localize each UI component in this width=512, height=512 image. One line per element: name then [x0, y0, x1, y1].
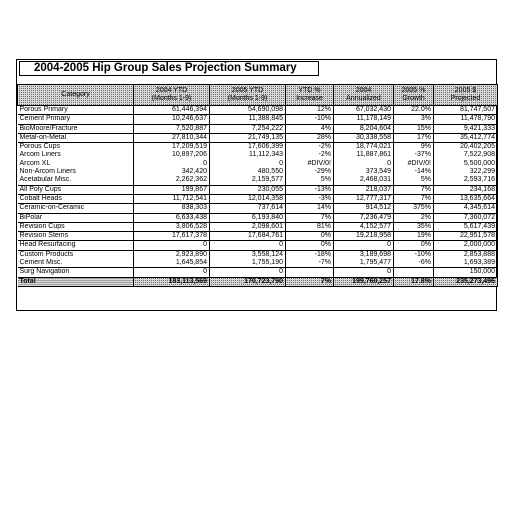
cell-ytd-increase: -7%	[286, 259, 334, 268]
cell-ytd-2005: 21,749,135	[210, 133, 286, 142]
cell-annualized-2004: 1,795,477	[334, 259, 394, 268]
cell-category: Surg Navigation	[18, 268, 134, 277]
table-row	[18, 143, 498, 152]
cell-annualized-2004: 19,218,958	[334, 232, 394, 241]
cell-ytd-increase	[286, 268, 334, 277]
cell-growth-2005: 22.0%	[394, 106, 434, 115]
cell-ytd-2005: 0	[210, 241, 286, 250]
cell-ytd-2004: 2,923,890	[134, 250, 210, 259]
cell-annualized-2004: 218,037	[334, 185, 394, 194]
cell-projected-2005: 81,747,507	[434, 106, 498, 115]
cell-ytd-2005: 11,388,845	[210, 115, 286, 124]
cell-growth-2005: 3%	[394, 115, 434, 124]
cell-projected-2005: 35,412,774	[434, 133, 498, 142]
cell-ytd-2005: 6,193,840	[210, 213, 286, 222]
cell-ytd-2004: 61,446,394	[134, 106, 210, 115]
cell-annualized-2004: 0	[334, 241, 394, 250]
sheet-title: 2004-2005 Hip Group Sales Projection Summary	[19, 61, 319, 76]
cell-category: Head Resurfacing	[18, 241, 134, 250]
cell-ytd-2004: 17,617,378	[134, 232, 210, 241]
cell-category: Non-Arcom Liners	[18, 168, 134, 176]
cell-growth-2005: 35%	[394, 222, 434, 231]
cell-projected-2005: 22,951,578	[434, 232, 498, 241]
cell-ytd-increase: -3%	[286, 194, 334, 203]
cell-ytd-increase: -2%	[286, 151, 334, 159]
cell-growth-2005: -37%	[394, 151, 434, 159]
cell-annualized-2004: 30,338,558	[334, 133, 394, 142]
cell-projected-2005: 11,478,790	[434, 115, 498, 124]
cell-ytd-increase: 81%	[286, 222, 334, 231]
cell-ytd-2005: 3,558,124	[210, 250, 286, 259]
cell-projected-2005: 7,360,072	[434, 213, 498, 222]
table-row	[18, 259, 498, 268]
header-row	[18, 85, 498, 106]
cell-growth-2005: 375%	[394, 204, 434, 213]
cell-category: BioMoore/Fracture	[18, 124, 134, 133]
cell-growth-2005: 2%	[394, 213, 434, 222]
cell-category: Porous Cups	[18, 143, 134, 152]
table-row	[18, 241, 498, 250]
cell-ytd-2005: 0	[210, 268, 286, 277]
cell-growth-2005: 17.8%	[394, 277, 434, 286]
col-header-2004-annualized: 2004 Annualized	[334, 85, 394, 106]
cell-annualized-2004: 4,152,577	[334, 222, 394, 231]
cell-projected-2005: 9,421,333	[434, 124, 498, 133]
cell-annualized-2004: 914,512	[334, 204, 394, 213]
cell-ytd-2005: 230,055	[210, 185, 286, 194]
cell-ytd-increase: 4%	[286, 124, 334, 133]
cell-ytd-increase: 7%	[286, 213, 334, 222]
cell-category: Porous Primary	[18, 106, 134, 115]
cell-projected-2005: 2,000,000	[434, 241, 498, 250]
cell-ytd-increase: 0%	[286, 232, 334, 241]
cell-category: Arcom Liners	[18, 151, 134, 159]
cell-ytd-increase: #DIV/0!	[286, 160, 334, 168]
cell-category: Metal-on-Metal	[18, 133, 134, 142]
col-header-2005-projected: 2005 $ Projected	[434, 85, 498, 106]
cell-projected-2005: 235,273,496	[434, 277, 498, 286]
cell-annualized-2004: 67,032,430	[334, 106, 394, 115]
table-row	[18, 176, 498, 185]
cell-projected-2005: 322,299	[434, 168, 498, 176]
cell-ytd-increase: 7%	[286, 277, 334, 286]
cell-growth-2005: #DIV/0!	[394, 160, 434, 168]
cell-ytd-2005: 170,723,790	[210, 277, 286, 286]
cell-ytd-2004: 183,113,569	[134, 277, 210, 286]
cell-ytd-increase: -29%	[286, 168, 334, 176]
cell-annualized-2004: 0	[334, 268, 394, 277]
cell-ytd-2004: 27,810,344	[134, 133, 210, 142]
spreadsheet-sheet	[16, 59, 497, 311]
cell-ytd-2005: 17,606,399	[210, 143, 286, 152]
cell-annualized-2004: 3,189,698	[334, 250, 394, 259]
cell-category: Revision Cups	[18, 222, 134, 231]
cell-ytd-2004: 6,633,438	[134, 213, 210, 222]
cell-ytd-2005: 54,690,098	[210, 106, 286, 115]
cell-growth-2005: -14%	[394, 168, 434, 176]
cell-annualized-2004: 18,774,021	[334, 143, 394, 152]
cell-ytd-increase: -2%	[286, 143, 334, 152]
col-header-category: Category	[18, 85, 134, 106]
table-row	[18, 151, 498, 159]
table-row	[18, 268, 498, 277]
cell-category: Cement Misc.	[18, 259, 134, 268]
cell-category: Arcom XL	[18, 160, 134, 168]
total-row	[18, 277, 498, 286]
cell-category: Total	[18, 277, 134, 286]
cell-ytd-2004: 10,897,206	[134, 151, 210, 159]
cell-projected-2005: 13,635,664	[434, 194, 498, 203]
cell-category: Ceramic-on-Ceramic	[18, 204, 134, 213]
cell-growth-2005: 7%	[394, 194, 434, 203]
cell-annualized-2004: 7,236,479	[334, 213, 394, 222]
cell-growth-2005: 9%	[394, 143, 434, 152]
cell-ytd-2004: 0	[134, 160, 210, 168]
table-row	[18, 133, 498, 142]
table-row	[18, 160, 498, 168]
cell-annualized-2004: 11,887,861	[334, 151, 394, 159]
cell-ytd-2005: 0	[210, 160, 286, 168]
cell-category: Acetabular Misc.	[18, 176, 134, 185]
cell-annualized-2004: 373,549	[334, 168, 394, 176]
cell-category: Custom Products	[18, 250, 134, 259]
cell-growth-2005: 5%	[394, 176, 434, 185]
cell-ytd-increase: 0%	[286, 241, 334, 250]
cell-growth-2005	[394, 268, 434, 277]
cell-category: Revision Stems	[18, 232, 134, 241]
cell-ytd-increase: -13%	[286, 185, 334, 194]
table-row	[18, 168, 498, 176]
cell-annualized-2004: 0	[334, 160, 394, 168]
cell-projected-2005: 2,593,716	[434, 176, 498, 185]
cell-category: All Poly Cups	[18, 185, 134, 194]
cell-ytd-2005: 12,014,358	[210, 194, 286, 203]
cell-ytd-2005: 480,550	[210, 168, 286, 176]
cell-projected-2005: 5,617,439	[434, 222, 498, 231]
cell-growth-2005: -10%	[394, 250, 434, 259]
cell-ytd-2005: 1,755,190	[210, 259, 286, 268]
cell-ytd-2004: 1,645,854	[134, 259, 210, 268]
table-row	[18, 250, 498, 259]
cell-ytd-2004: 0	[134, 241, 210, 250]
cell-growth-2005: 19%	[394, 232, 434, 241]
cell-annualized-2004: 8,204,604	[334, 124, 394, 133]
cell-ytd-2005: 17,684,761	[210, 232, 286, 241]
table-row	[18, 204, 498, 213]
cell-ytd-2004: 2,262,362	[134, 176, 210, 185]
cell-projected-2005: 150,000	[434, 268, 498, 277]
cell-ytd-2004: 342,420	[134, 168, 210, 176]
cell-ytd-increase: 5%	[286, 176, 334, 185]
cell-annualized-2004: 2,468,031	[334, 176, 394, 185]
table-row	[18, 124, 498, 133]
cell-projected-2005: 1,693,389	[434, 259, 498, 268]
cell-ytd-2004: 7,520,887	[134, 124, 210, 133]
cell-projected-2005: 20,402,205	[434, 143, 498, 152]
cell-ytd-2004: 11,712,541	[134, 194, 210, 203]
cell-growth-2005: 17%	[394, 133, 434, 142]
cell-growth-2005: 7%	[394, 185, 434, 194]
cell-category: Cobalt Heads	[18, 194, 134, 203]
sales-table	[17, 84, 498, 287]
cell-ytd-2005: 7,254,222	[210, 124, 286, 133]
table-row	[18, 194, 498, 203]
cell-ytd-2005: 2,098,601	[210, 222, 286, 231]
cell-ytd-2004: 3,806,528	[134, 222, 210, 231]
table-row	[18, 213, 498, 222]
cell-growth-2005: 0%	[394, 241, 434, 250]
col-header-2004-ytd: 2004 YTD (Months 1-9)	[134, 85, 210, 106]
cell-ytd-increase: 14%	[286, 204, 334, 213]
cell-ytd-increase: -10%	[286, 115, 334, 124]
cell-category: BiPolar	[18, 213, 134, 222]
table-row	[18, 106, 498, 115]
cell-ytd-2005: 11,112,343	[210, 151, 286, 159]
table-row	[18, 232, 498, 241]
cell-projected-2005: 7,522,908	[434, 151, 498, 159]
cell-ytd-2004: 17,209,519	[134, 143, 210, 152]
cell-ytd-2004: 838,303	[134, 204, 210, 213]
cell-projected-2005: 2,853,888	[434, 250, 498, 259]
table-row	[18, 115, 498, 124]
table-row	[18, 222, 498, 231]
cell-ytd-increase: -18%	[286, 250, 334, 259]
cell-projected-2005: 5,500,000	[434, 160, 498, 168]
cell-annualized-2004: 11,178,149	[334, 115, 394, 124]
col-header-2005-ytd: 2005 YTD (Months 1-9)	[210, 85, 286, 106]
col-header-ytd-increase: YTD % Increase	[286, 85, 334, 106]
cell-ytd-increase: 12%	[286, 106, 334, 115]
cell-category: Cement Primary	[18, 115, 134, 124]
cell-ytd-2004: 199,867	[134, 185, 210, 194]
cell-projected-2005: 4,345,614	[434, 204, 498, 213]
cell-ytd-2004: 10,246,637	[134, 115, 210, 124]
cell-ytd-2004: 0	[134, 268, 210, 277]
col-header-2005-growth: 2005 % Growth	[394, 85, 434, 106]
cell-growth-2005: 15%	[394, 124, 434, 133]
cell-annualized-2004: 199,760,257	[334, 277, 394, 286]
cell-ytd-2005: 737,614	[210, 204, 286, 213]
cell-ytd-2005: 2,159,577	[210, 176, 286, 185]
table-row	[18, 185, 498, 194]
cell-ytd-increase: 28%	[286, 133, 334, 142]
cell-annualized-2004: 12,777,317	[334, 194, 394, 203]
cell-growth-2005: -6%	[394, 259, 434, 268]
cell-projected-2005: 234,168	[434, 185, 498, 194]
